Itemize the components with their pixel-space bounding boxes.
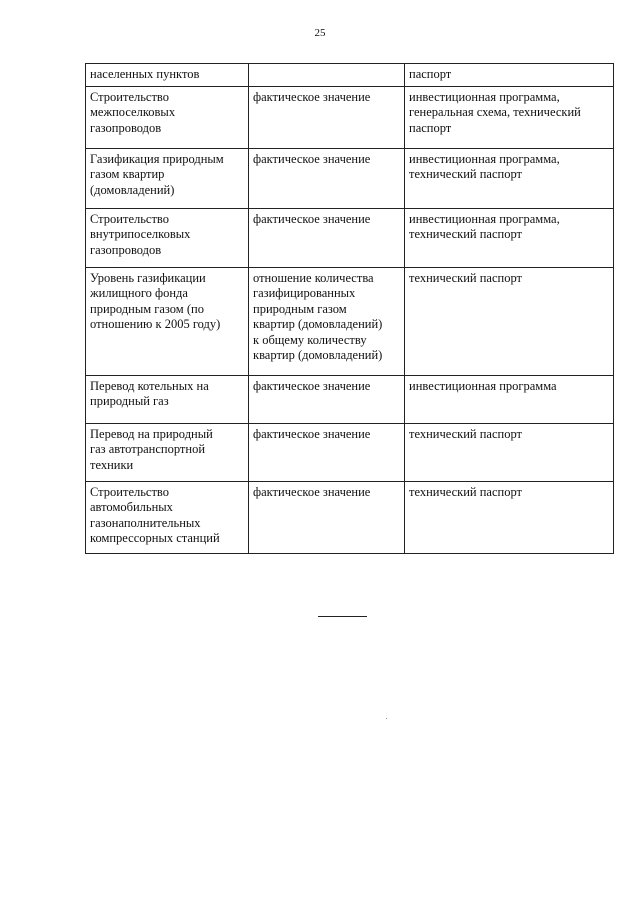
table-row: [86, 423, 614, 481]
indicators-table: [85, 63, 614, 554]
value-cell: фактическое значение: [249, 423, 405, 481]
table-row: [86, 64, 614, 87]
source-cell: инвестиционная программа, технический паспорт: [405, 208, 614, 267]
table-row: [86, 375, 614, 423]
source-cell: инвестиционная программа, технический паспорт: [405, 148, 614, 208]
scan-speck: [386, 718, 387, 719]
indicator-cell: Газификация природным газом квартир (домовладений): [86, 148, 249, 208]
source-cell: технический паспорт: [405, 267, 614, 375]
source-cell: инвестиционная программа, генеральная схема, технический паспорт: [405, 86, 614, 148]
value-cell: фактическое значение: [249, 148, 405, 208]
page-number: 25: [314, 27, 326, 39]
value-cell: фактическое значение: [249, 375, 405, 423]
value-cell: фактическое значение: [249, 481, 405, 553]
table-row: [86, 86, 614, 148]
value-cell: фактическое значение: [249, 208, 405, 267]
source-cell: технический паспорт: [405, 423, 614, 481]
table-row: [86, 481, 614, 553]
source-cell: технический паспорт: [405, 481, 614, 553]
indicator-cell: Уровень газификации жилищного фонда природным газом (по отношению к 2005 году): [86, 267, 249, 375]
end-divider: [318, 616, 367, 617]
indicator-cell: Строительство автомобильных газонаполнительных компрессорных станций: [86, 481, 249, 553]
indicator-cell: Перевод на природный газ автотранспортной техники: [86, 423, 249, 481]
source-cell: паспорт: [405, 64, 614, 87]
indicator-cell: Строительство внутрипоселковых газопроводов: [86, 208, 249, 267]
table-row: [86, 148, 614, 208]
value-cell: отношение количества газифицированных природным газом квартир (домовладений) к общему количеству квартир (домовладений): [249, 267, 405, 375]
table-row: [86, 208, 614, 267]
value-cell: фактическое значение: [249, 86, 405, 148]
value-cell: [249, 64, 405, 87]
source-cell: инвестиционная программа: [405, 375, 614, 423]
indicator-cell: населенных пунктов: [86, 64, 249, 87]
table-row: [86, 267, 614, 375]
indicator-cell: Перевод котельных на природный газ: [86, 375, 249, 423]
indicator-cell: Строительство межпоселковых газопроводов: [86, 86, 249, 148]
